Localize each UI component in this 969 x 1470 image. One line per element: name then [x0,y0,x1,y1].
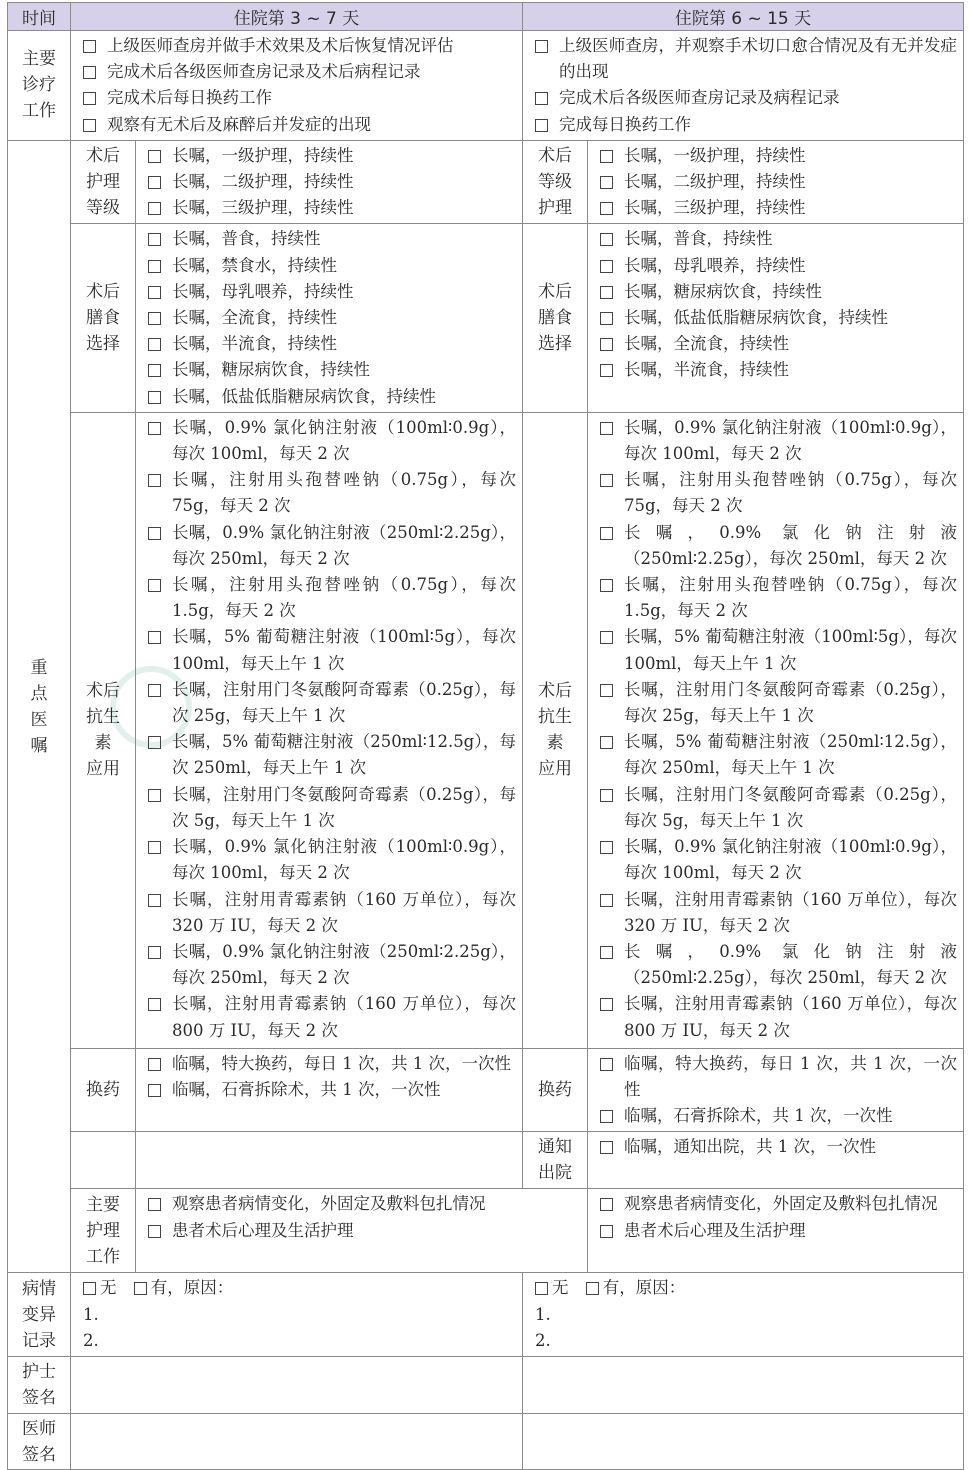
checklist-item-text: 长嘱，5% 葡萄糖注射液（250ml∶12.5g），每次 250ml，每天上午 1 次 [624,732,957,778]
variance-none-option[interactable]: 无 [83,1275,117,1301]
checkbox-icon[interactable] [600,260,613,273]
variance-options [535,1275,957,1301]
variance-none-option[interactable]: 无 [535,1275,569,1301]
checkbox-icon[interactable] [83,119,96,132]
checklist-item-text: 长嘱，二级护理，持续性 [624,172,806,192]
checklist-item-text: 完成术后各级医师查房记录及术后病程记录 [107,62,421,82]
checklist-item-text: 长嘱，全流食，持续性 [172,308,337,328]
checklist-item [148,624,516,676]
checkbox-icon[interactable] [83,1282,96,1295]
checkbox-icon[interactable] [600,338,613,351]
dressing-col1 [136,1048,523,1132]
checkbox-icon[interactable] [148,998,161,1011]
checklist-item-text: 长嘱，全流食，持续性 [624,334,789,354]
variance-yes-option[interactable]: 有，原因： [586,1275,686,1301]
checkbox-icon[interactable] [600,233,613,246]
row-dressing [8,1048,964,1132]
checklist-item-text: 长嘱，0.9% 氯化钠注射液（250ml∶2.25g），每次 250ml，每天 2 次 [172,941,516,988]
checkbox-icon[interactable] [148,527,161,540]
checklist-item-text: 长嘱，5% 葡萄糖注射液（100ml∶5g），每次 100ml，每天上午 1 次 [624,627,957,673]
checkbox-icon[interactable] [148,286,161,299]
checklist-item-text: 长嘱，普食，持续性 [172,229,321,249]
checklist-item [600,1191,957,1217]
checkbox-icon[interactable] [600,736,613,749]
checklist-item-text: 上级医师查房，并观察手术切口愈合情况及有无并发症的出现 [559,36,957,82]
checklist-item [83,33,516,59]
checklist-item [600,331,957,357]
main-work-col1 [71,31,523,141]
label-antibiotics-2: 术后 抗生 素 应用 [523,412,588,1048]
checklist-item [600,1218,957,1244]
checklist-item-text: 长嘱，0.9% 氯化钠注射液（100ml∶0.9g），每次 100ml，每天 2 次 [624,417,957,464]
diet-col1 [136,224,523,412]
label-nursing-level-2: 术后 等级 护理 [523,140,588,224]
checklist-item [600,305,957,331]
checklist-item-text: 长嘱，半流食，持续性 [624,360,789,380]
checklist-item [148,384,516,410]
checklist-item [148,331,516,357]
checklist-item [600,887,957,939]
checklist-item [148,467,516,519]
row-nurse-sign [8,1357,964,1414]
row-doctor-sign [8,1414,964,1470]
label-variance: 病情 变异 记录 [8,1273,71,1357]
checkbox-icon[interactable] [600,946,613,959]
checkbox-icon[interactable] [148,150,161,163]
checklist-item-text: 患者术后心理及生活护理 [172,1220,354,1240]
checklist-item [148,1051,516,1077]
checkbox-icon[interactable] [600,894,613,907]
checklist-item [148,887,516,939]
checkbox-icon[interactable] [148,946,161,959]
checkbox-icon[interactable] [600,684,613,697]
checkbox-icon[interactable] [148,233,161,246]
checklist-item [600,253,957,279]
checkbox-icon[interactable] [83,40,96,53]
checklist-item-text: 长嘱，0.9% 氯化钠注射液（100ml∶0.9g），每次 100ml，每天 2 次 [172,837,516,883]
label-dressing-2: 换药 [523,1048,588,1132]
label-nursing-level-1: 术后 护理 等级 [71,140,136,224]
checkbox-icon[interactable] [148,176,161,189]
variance-col1 [71,1273,523,1357]
checklist-item [148,1077,516,1103]
checklist-item [600,939,957,991]
checkbox-icon[interactable] [600,631,613,644]
checklist-item [600,467,957,519]
checklist-item-text: 长嘱，注射用青霉素钠（160 万单位），每次 800 万 IU，每天 2 次 [624,994,957,1040]
checkbox-icon[interactable] [148,789,161,802]
checklist-item-text: 长嘱，注射用头孢替唑钠（0.75g），每次 75g，每天 2 次 [624,470,957,516]
label-discharge-2: 通知 出院 [523,1132,588,1189]
checkbox-icon[interactable] [148,684,161,697]
checkbox-icon[interactable] [600,422,613,435]
checklist-item-text: 观察患者病情变化，外固定及敷料包扎情况 [172,1194,486,1214]
row-discharge [8,1132,964,1189]
checklist-item-text: 完成术后每日换药工作 [107,88,272,108]
checkbox-icon[interactable] [535,119,548,132]
nursing-level-col1 [136,140,523,224]
checklist-item [600,169,957,195]
nursing-work-col2 [588,1189,964,1273]
checklist-item [148,415,516,467]
checklist-item-text: 长嘱，注射用门冬氨酸阿奇霉素（0.25g），每次 25g，每天上午 1 次 [172,679,516,726]
checkbox-icon[interactable] [148,631,161,644]
diet-col2 [588,224,964,412]
label-dressing-1: 换药 [71,1048,136,1132]
checklist-item [535,112,957,138]
checklist-item-text: 长嘱，糖尿病饮食，持续性 [172,360,370,380]
checklist-item [148,782,516,834]
checklist-item [148,279,516,305]
checklist-item-text: 长嘱，禁食水，持续性 [172,255,337,275]
checklist-item [600,677,957,729]
row-main-work [8,31,964,141]
checklist-item-text: 长嘱，0.9% 氯化钠注射液（250ml∶2.25g），每次 250ml，每天 2 次 [624,522,957,568]
label-nurse-sign: 护士 签名 [8,1357,71,1414]
variance-reason-2[interactable]: 2. [535,1330,551,1350]
checklist-item-text: 长嘱，注射用头孢替唑钠（0.75g），每次 75g，每天 2 次 [172,470,516,516]
checklist-item [600,520,957,572]
checklist-item-text: 长嘱，半流食，持续性 [172,334,337,354]
antibiotics-col1 [136,412,523,1048]
checklist-item [600,782,957,834]
checklist-item-text: 长嘱，注射用头孢替唑钠（0.75g），每次 1.5g，每天 2 次 [624,575,957,621]
checklist-item [148,169,516,195]
row-nursing-work [8,1189,964,1273]
checkbox-icon[interactable] [148,579,161,592]
checkbox-icon[interactable] [600,150,613,163]
checklist-item [148,677,516,729]
label-diet-2: 术后 膳食 选择 [523,224,588,412]
checkbox-icon[interactable] [148,736,161,749]
checkbox-icon[interactable] [600,312,613,325]
checklist-item [535,33,957,85]
variance-yes-option[interactable]: 有，原因： [134,1275,234,1301]
row-variance [8,1273,964,1357]
checklist-item [600,415,957,467]
checklist-item [148,572,516,624]
row-diet [8,224,964,412]
label-doctor-sign: 医师 签名 [8,1414,71,1470]
doctor-sign-col1[interactable] [71,1414,523,1470]
checkbox-icon[interactable] [600,1198,613,1211]
row-nursing-level [8,140,964,224]
checklist-item-text: 长嘱，三级护理，持续性 [172,198,354,218]
checklist-item-text: 长嘱，注射用青霉素钠（160 万单位），每次 800 万 IU，每天 2 次 [172,994,516,1040]
checkbox-icon[interactable] [148,364,161,377]
checklist-item [148,991,516,1043]
label-nursing-work: 主要 护理 工作 [71,1189,136,1273]
header-row [8,3,964,31]
checklist-item-text: 观察有无术后及麻醉后并发症的出现 [107,114,371,134]
checklist-item [148,226,516,252]
checkbox-icon[interactable] [600,1141,613,1154]
checklist-item-text: 长嘱，注射用头孢替唑钠（0.75g），每次 1.5g，每天 2 次 [172,575,516,621]
header-time: 时间 [8,3,71,31]
checklist-item [148,939,516,991]
checklist-item [148,834,516,886]
checkbox-icon[interactable] [148,1225,161,1238]
checkbox-icon[interactable] [148,474,161,487]
checkbox-icon[interactable] [148,422,161,435]
checklist-item-text: 临嘱，石膏拆除术，共 1 次，一次性 [624,1106,893,1126]
checkbox-icon[interactable] [148,841,161,854]
checklist-item [600,1134,957,1160]
checklist-item-text: 长嘱，注射用青霉素钠（160 万单位），每次 320 万 IU，每天 2 次 [172,889,516,935]
checklist-item [600,143,957,169]
checkbox-icon[interactable] [600,789,613,802]
nursing-level-col2 [588,140,964,224]
checklist-item-text: 长嘱，一级护理，持续性 [172,145,354,165]
checkbox-icon[interactable] [148,1058,161,1071]
checklist-item [600,1051,957,1103]
checklist-item [83,112,516,138]
checklist-item [600,572,957,624]
checklist-item [148,1218,581,1244]
checklist-item-text: 临嘱，特大换药，每日 1 次，共 1 次，一次性 [624,1053,957,1100]
nursing-work-col1 [136,1189,588,1273]
checklist-item [83,59,516,85]
checklist-item [600,226,957,252]
variance-col2 [523,1273,964,1357]
checkbox-icon[interactable] [600,474,613,487]
checklist-item-text: 观察患者病情变化，外固定及敷料包扎情况 [624,1194,938,1214]
variance-reason-2[interactable]: 2. [83,1330,99,1350]
checkbox-icon[interactable] [148,338,161,351]
checklist-item-text: 长嘱，0.9% 氯化钠注射液（100ml∶0.9g），每次 100ml，每天 2 次 [172,417,516,464]
checklist-item-text: 长嘱，低盐低脂糖尿病饮食，持续性 [624,308,888,328]
variance-options [83,1275,516,1301]
checklist-item-text: 完成每日换药工作 [559,114,691,134]
checklist-item [148,195,516,221]
checkbox-icon[interactable] [148,260,161,273]
checkbox-icon[interactable] [148,202,161,215]
discharge-col1-empty [136,1132,523,1189]
checkbox-icon[interactable] [134,1282,147,1295]
checklist-item-text: 长嘱，0.9% 氯化钠注射液（250ml∶2.25g），每次 250ml，每天 2 次 [624,941,957,988]
variance-reason-1[interactable]: 1. [535,1304,551,1324]
checklist-item-text: 临嘱，特大换药，每日 1 次，共 1 次，一次性 [172,1053,511,1073]
checklist-item [148,305,516,331]
clinical-pathway-table [7,2,964,1470]
checklist-item [600,1103,957,1129]
checklist-item [148,1191,581,1217]
checklist-item-text: 长嘱，一级护理，持续性 [624,145,806,165]
label-discharge-1-empty [71,1132,136,1189]
checklist-item [148,520,516,572]
checkbox-icon[interactable] [148,1084,161,1097]
checkbox-icon[interactable] [586,1282,599,1295]
checkbox-icon[interactable] [600,527,613,540]
checklist-item-text: 长嘱，三级护理，持续性 [624,198,806,218]
row-antibiotics [8,412,964,1048]
checklist-item [600,357,957,383]
checklist-item-text: 长嘱，注射用门冬氨酸阿奇霉素（0.25g），每次 5g，每天上午 1 次 [624,784,957,830]
doctor-sign-col2[interactable] [523,1414,964,1470]
checkbox-icon[interactable] [600,1225,613,1238]
checklist-item [600,279,957,305]
checkbox-icon[interactable] [600,1058,613,1071]
checklist-item [148,357,516,383]
checklist-item-text: 长嘱，母乳喂养，持续性 [624,255,806,275]
checklist-item-text: 上级医师查房并做手术效果及术后恢复情况评估 [107,36,454,55]
label-diet-1: 术后 膳食 选择 [71,224,136,412]
checklist-item-text: 完成术后各级医师查房记录及病程记录 [559,88,840,108]
checkbox-icon[interactable] [535,92,548,105]
checkbox-icon[interactable] [600,579,613,592]
checkbox-icon[interactable] [600,202,613,215]
checklist-item [600,729,957,781]
checklist-item-text: 长嘱，二级护理，持续性 [172,172,354,192]
checkbox-icon[interactable] [83,92,96,105]
checklist-item-text: 长嘱，注射用青霉素钠（160 万单位），每次 320 万 IU，每天 2 次 [624,889,957,935]
checklist-item [600,991,957,1043]
checklist-item-text: 长嘱，低盐低脂糖尿病饮食，持续性 [172,386,436,406]
checklist-item-text: 长嘱，0.9% 氯化钠注射液（100ml∶0.9g），每次 100ml，每天 2 次 [624,837,957,883]
checklist-item-text: 长嘱，5% 葡萄糖注射液（250ml∶12.5g），每次 250ml，每天上午 1 次 [172,732,516,778]
discharge-col2 [588,1132,964,1189]
checklist-item [535,85,957,111]
checkbox-icon[interactable] [535,1282,548,1295]
checklist-item-text: 长嘱，母乳喂养，持续性 [172,281,354,301]
dressing-col2 [588,1048,964,1132]
checkbox-icon[interactable] [148,1198,161,1211]
checkbox-icon[interactable] [148,391,161,404]
checkbox-icon[interactable] [600,841,613,854]
checkbox-icon[interactable] [600,1110,613,1123]
checklist-item [600,195,957,221]
checklist-item [148,729,516,781]
checkbox-icon[interactable] [535,40,548,53]
label-antibiotics-1: 术后 抗生 素 应用 [71,412,136,1048]
checkbox-icon[interactable] [83,66,96,79]
checklist-item-text: 长嘱，普食，持续性 [624,229,773,249]
nurse-sign-col2[interactable] [523,1357,964,1414]
label-main-work: 主要 诊疗 工作 [8,31,71,141]
checklist-item-text: 长嘱，糖尿病饮食，持续性 [624,281,822,301]
checklist-item [83,85,516,111]
checklist-item [148,143,516,169]
nurse-sign-col1[interactable] [71,1357,523,1414]
checkbox-icon[interactable] [600,176,613,189]
header-col2: 住院第 6 ~ 15 天 [523,3,964,31]
checklist-item-text: 临嘱，石膏拆除术，共 1 次，一次性 [172,1080,441,1100]
checklist-item-text: 长嘱，5% 葡萄糖注射液（100ml∶5g），每次 100ml，每天上午 1 次 [172,627,516,673]
checkbox-icon[interactable] [148,312,161,325]
label-key-orders: 重 点 医 嘱 [8,140,71,1273]
checkbox-icon[interactable] [600,998,613,1011]
checklist-item [148,253,516,279]
checklist-item-text: 长嘱，注射用门冬氨酸阿奇霉素（0.25g），每次 25g，每天上午 1 次 [624,679,957,726]
antibiotics-col2 [588,412,964,1048]
checklist-item-text: 临嘱，通知出院，共 1 次，一次性 [624,1137,876,1157]
checklist-item-text: 长嘱，注射用门冬氨酸阿奇霉素（0.25g），每次 5g，每天上午 1 次 [172,784,516,830]
header-col1: 住院第 3 ~ 7 天 [71,3,523,31]
checklist-item [600,624,957,676]
checkbox-icon[interactable] [600,364,613,377]
main-work-col2 [523,31,964,141]
variance-reason-1[interactable]: 1. [83,1304,99,1324]
checkbox-icon[interactable] [148,894,161,907]
checklist-item-text: 患者术后心理及生活护理 [624,1220,806,1240]
checklist-item [600,834,957,886]
checkbox-icon[interactable] [600,286,613,299]
checklist-item-text: 长嘱，0.9% 氯化钠注射液（250ml∶2.25g），每次 250ml，每天 2 次 [172,522,516,568]
